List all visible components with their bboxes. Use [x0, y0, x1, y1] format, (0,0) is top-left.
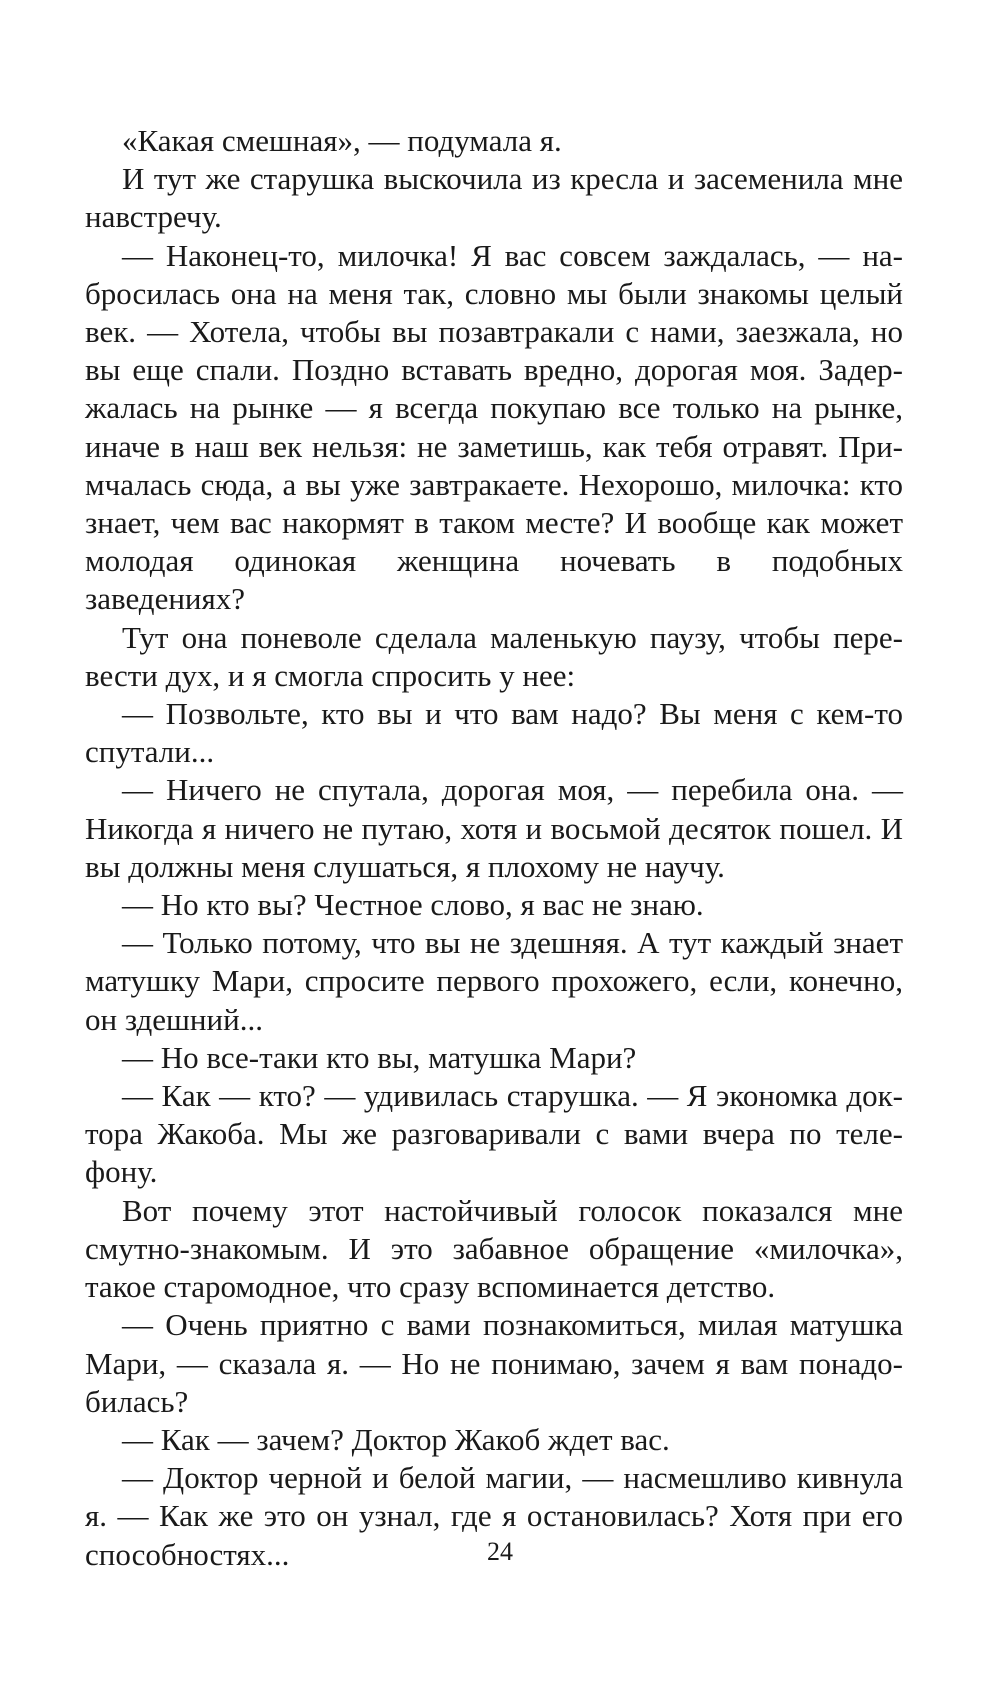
paragraph: — Ничего не спутала, дорогая моя, — перебила она. — Никогда я ничего не путаю, хотя и восьмой десяток пошел. И вы должны меня слушаться, я плохому не научу. — [85, 772, 903, 884]
paragraph: — Как — зачем? Доктор Жакоб ждет вас. — [122, 1421, 670, 1457]
paragraph: — Но кто вы? Честное слово, я вас не знаю. — [122, 887, 704, 923]
paragraph: И тут же старушка выскочила из кресла и засеменила мне навстречу. — [85, 161, 903, 235]
paragraph: «Какая смешная», — подумала я. — [122, 123, 562, 158]
paragraph: Вот почему этот настойчивый голосок показался мне смутно-знакомым. И это забавное обращение «милочка», такое старомодное, что сразу вспоминается детство. — [85, 1192, 903, 1305]
paragraph: — Доктор черной и белой магии, — насмешливо кивнула я. — Как же это он узнал, где я остановилась? Хотя при его способностях... — [85, 1460, 903, 1572]
paragraph: — Только потому, что вы не здешняя. А тут каждый знает матушку Мари, спросите первого прохожего, если, конечно, он здешний... — [85, 925, 903, 1037]
paragraph: — Как — кто? — удивилась старушка. — Я экономка доктора Жакоба. Мы же разговаривали с вами вчера по телефону. — [85, 1078, 903, 1190]
paragraph: — Позвольте, кто вы и что вам надо? Вы меня с кем-то спутали... — [85, 696, 903, 770]
body-text — [85, 122, 903, 1574]
paragraph: — Наконец-то, милочка! Я вас совсем заждалась, — набросилась она на меня так, словно мы были знакомы целый век. — Хотела, чтобы вы позавтракали с нами, заезжала, но вы еще спали. Поздно вставать вредно, дорогая моя. Задержалась на рынке — я всегда покупаю все только на рынке, иначе в наш век нельзя: не заметишь, как тебя отравят. Примчалась сюда, а вы уже завтракаете. Нехорошо, милочка: кто знает, чем вас накормят в таком месте? И вообще как может молодая одинокая женщина ночевать в подобных заведениях? — [85, 237, 903, 617]
page-number: 24 — [487, 1537, 513, 1566]
paragraph: — Очень приятно с вами познакомиться, милая матушка Мари, — сказала я. — Но не понимаю, зачем я вам понадобилась? — [85, 1307, 903, 1419]
paragraph: Тут она поневоле сделала маленькую паузу, чтобы перевести дух, и я смогла спросить у нее: — [85, 619, 903, 693]
paragraph: — Но все-таки кто вы, матушка Мари? — [122, 1039, 637, 1075]
